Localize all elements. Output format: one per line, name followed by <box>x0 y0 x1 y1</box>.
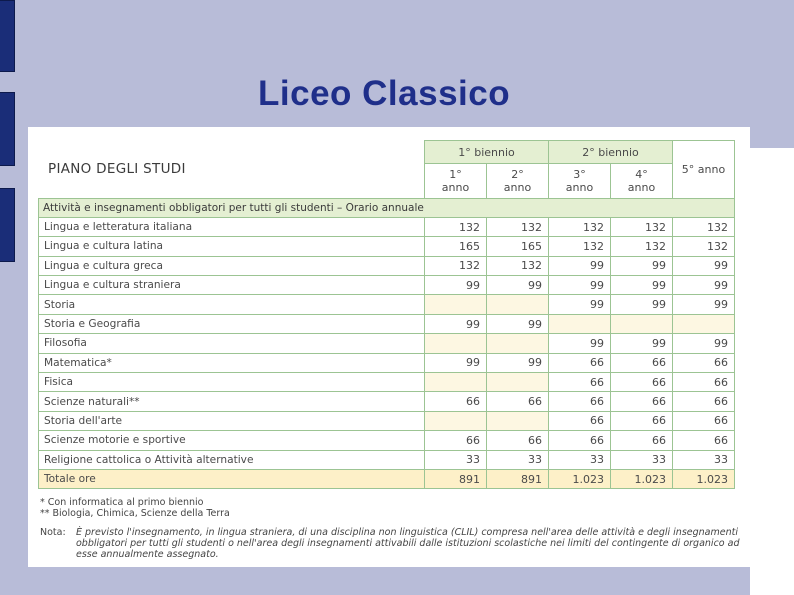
header-row-years <box>39 164 735 199</box>
hours-cell: 99 <box>549 276 611 295</box>
hours-cell: 66 <box>425 431 487 450</box>
hours-cell: 99 <box>673 334 735 353</box>
table-row <box>39 334 735 353</box>
hours-cell <box>487 373 549 392</box>
hours-cell: 132 <box>549 237 611 256</box>
table-row <box>39 256 735 275</box>
table-row <box>39 450 735 469</box>
hours-cell: 99 <box>425 353 487 372</box>
hours-cell: 165 <box>487 237 549 256</box>
total-value: 1.023 <box>611 469 673 488</box>
subject-name: Fisica <box>39 373 425 392</box>
hours-cell: 66 <box>673 431 735 450</box>
header-fifth-year: 5° anno <box>673 141 735 199</box>
hours-cell: 66 <box>673 373 735 392</box>
hours-cell: 99 <box>549 334 611 353</box>
hours-cell: 132 <box>673 237 735 256</box>
table-row <box>39 276 735 295</box>
header-year-2: 2° anno <box>487 164 549 199</box>
section-label-row <box>39 198 735 217</box>
hours-cell: 66 <box>611 392 673 411</box>
header-year-1: 1° anno <box>425 164 487 199</box>
total-value: 1.023 <box>673 469 735 488</box>
hours-cell <box>487 411 549 430</box>
hours-cell: 132 <box>549 217 611 236</box>
hours-cell: 99 <box>487 353 549 372</box>
subject-name: Scienze naturali** <box>39 392 425 411</box>
header-year-4: 4° anno <box>611 164 673 199</box>
hours-cell: 66 <box>487 392 549 411</box>
subject-name: Lingua e cultura straniera <box>39 276 425 295</box>
hours-cell: 66 <box>611 411 673 430</box>
table-row <box>39 431 735 450</box>
hours-cell: 66 <box>673 411 735 430</box>
total-label: Totale ore <box>39 469 425 488</box>
hours-cell: 66 <box>673 353 735 372</box>
hours-cell: 132 <box>611 217 673 236</box>
hours-cell <box>487 295 549 314</box>
hours-cell <box>425 373 487 392</box>
hours-cell: 99 <box>673 295 735 314</box>
hours-cell: 66 <box>549 392 611 411</box>
hours-cell: 132 <box>487 217 549 236</box>
hours-cell: 66 <box>549 373 611 392</box>
hours-cell <box>425 295 487 314</box>
hours-cell: 132 <box>425 256 487 275</box>
subject-name: Lingua e letteratura italiana <box>39 217 425 236</box>
header-second-biennio: 2° biennio <box>549 141 673 164</box>
header-year-3: 3° anno <box>549 164 611 199</box>
hours-cell: 66 <box>611 353 673 372</box>
hours-cell: 66 <box>549 353 611 372</box>
hours-cell: 99 <box>673 276 735 295</box>
subject-name: Matematica* <box>39 353 425 372</box>
hours-cell <box>549 314 611 333</box>
hours-cell: 99 <box>611 295 673 314</box>
table-row <box>39 411 735 430</box>
hours-cell: 99 <box>487 276 549 295</box>
nota-text: È previsto l'insegnamento, in lingua straniera, di una disciplina non linguistica (CLIL) compresa nell'area delle attività e degli insegnamenti obbligatori per tutti gli studenti o nell'area degli insegnamenti attivabili dalle istituzioni scolastiche nei limiti del contingente di organico ad esse annualmente assegnato. <box>76 527 740 560</box>
subject-name: Lingua e cultura greca <box>39 256 425 275</box>
hours-cell: 99 <box>549 256 611 275</box>
nota-block <box>40 527 740 560</box>
document-title: PIANO DEGLI STUDI <box>48 161 186 177</box>
hours-cell: 66 <box>611 431 673 450</box>
subject-name: Scienze motorie e sportive <box>39 431 425 450</box>
slide-title: Liceo Classico <box>258 74 511 113</box>
hours-cell: 99 <box>611 256 673 275</box>
hours-cell: 99 <box>549 295 611 314</box>
hours-cell: 165 <box>425 237 487 256</box>
hours-cell: 33 <box>425 450 487 469</box>
subject-name: Religione cattolica o Attività alternative <box>39 450 425 469</box>
hours-cell: 99 <box>425 276 487 295</box>
hours-cell: 132 <box>673 217 735 236</box>
subject-name: Storia <box>39 295 425 314</box>
hours-cell: 33 <box>673 450 735 469</box>
hours-cell: 132 <box>611 237 673 256</box>
hours-cell <box>487 334 549 353</box>
total-row <box>39 469 735 488</box>
hours-cell: 33 <box>487 450 549 469</box>
table-row <box>39 295 735 314</box>
total-value: 891 <box>487 469 549 488</box>
hours-cell: 66 <box>611 373 673 392</box>
total-value: 891 <box>425 469 487 488</box>
subject-name: Storia dell'arte <box>39 411 425 430</box>
hours-cell: 66 <box>549 411 611 430</box>
table-row <box>39 314 735 333</box>
left-accent-bar <box>0 188 15 262</box>
table-row <box>39 237 735 256</box>
hours-cell: 66 <box>549 431 611 450</box>
hours-cell: 99 <box>611 276 673 295</box>
hours-cell: 99 <box>425 314 487 333</box>
header-first-biennio: 1° biennio <box>425 141 549 164</box>
hours-cell <box>611 314 673 333</box>
hours-cell: 99 <box>611 334 673 353</box>
subject-name: Storia e Geografia <box>39 314 425 333</box>
hours-cell: 66 <box>673 392 735 411</box>
slide-accent-band <box>750 148 794 595</box>
hours-cell <box>425 334 487 353</box>
hours-cell <box>673 314 735 333</box>
hours-cell: 66 <box>425 392 487 411</box>
table-row <box>39 373 735 392</box>
table-row <box>39 392 735 411</box>
left-accent-bar <box>0 92 15 166</box>
subject-rows <box>39 217 735 469</box>
footnote: * Con informatica al primo biennio <box>40 497 204 508</box>
hours-cell: 33 <box>549 450 611 469</box>
section-label: Attività e insegnamenti obbligatori per tutti gli studenti – Orario annuale <box>39 198 735 217</box>
subject-name: Lingua e cultura latina <box>39 237 425 256</box>
hours-cell: 33 <box>611 450 673 469</box>
subject-name: Filosofia <box>39 334 425 353</box>
study-plan-table <box>38 140 735 489</box>
hours-cell: 66 <box>487 431 549 450</box>
header-row-biennio <box>39 141 735 164</box>
table-row <box>39 353 735 372</box>
table-row <box>39 217 735 236</box>
nota-label: Nota: <box>40 527 66 538</box>
total-value: 1.023 <box>549 469 611 488</box>
footnotes <box>40 497 740 560</box>
left-accent-bar <box>0 0 15 72</box>
hours-cell: 99 <box>673 256 735 275</box>
hours-cell <box>425 411 487 430</box>
footnote: ** Biologia, Chimica, Scienze della Terra <box>40 508 230 519</box>
hours-cell: 132 <box>425 217 487 236</box>
study-plan-document <box>28 127 750 567</box>
hours-cell: 99 <box>487 314 549 333</box>
hours-cell: 132 <box>487 256 549 275</box>
